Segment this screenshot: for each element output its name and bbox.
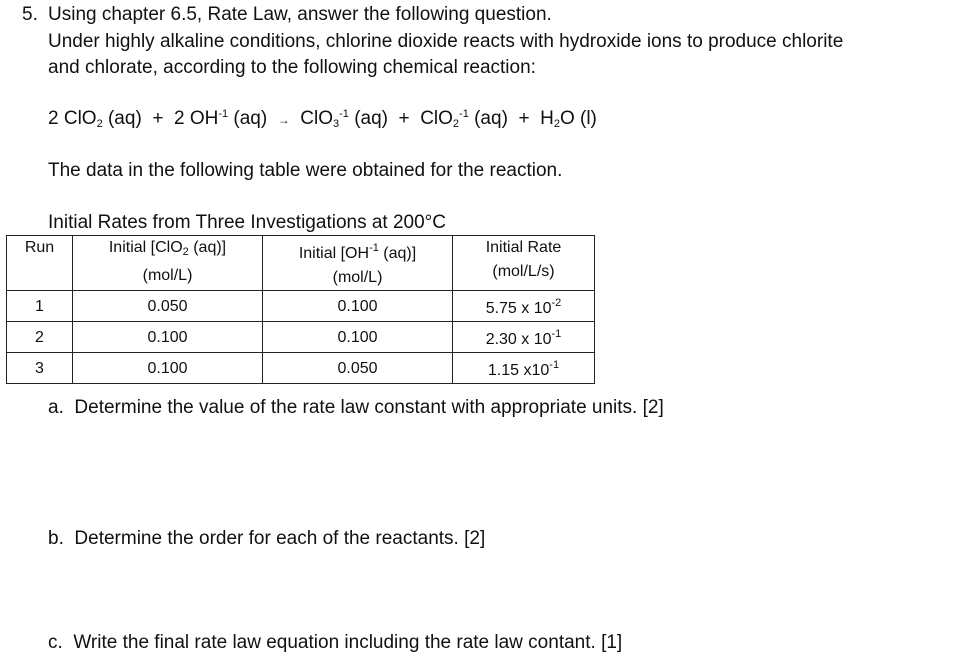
eq-text: (aq) + ClO — [348, 108, 453, 129]
rates-table — [6, 235, 595, 384]
eq-sub: 3 — [333, 118, 340, 130]
eq-text: (aq) + H — [468, 108, 554, 129]
intro-text: The data in the following table were obtained for the reaction. — [48, 160, 563, 181]
eq-sub: 2 — [96, 118, 103, 130]
table-row — [7, 291, 595, 322]
chemical-equation — [48, 108, 597, 130]
cell-rate: 1.15 $x10^{-1}$ — [453, 353, 595, 384]
part-a: a. Determine the value of the rate law constant with appropriate units. [2] — [48, 397, 664, 418]
cell-oh: 0.050 — [263, 353, 453, 384]
cell-oh: 0.100 — [263, 291, 453, 322]
eq-sub: 2 — [553, 118, 560, 130]
cell-run: 1 — [7, 291, 73, 322]
eq-sup: -1 — [339, 108, 349, 120]
cell-clo2: 0.100 — [73, 353, 263, 384]
question-number: 5. — [22, 4, 38, 25]
cell-rate: 5.75 x $10^{-2}$ — [453, 291, 595, 322]
question-line-3: and chlorate, according to the following chemical reaction: — [48, 57, 536, 78]
eq-text: 2 ClO — [48, 108, 97, 129]
part-c: c. Write the final rate law equation including the rate law contant. [1] — [48, 632, 623, 653]
question-line-1: Using chapter 6.5, Rate Law, answer the following question. — [48, 4, 552, 25]
cell-run: 3 — [7, 353, 73, 384]
cell-clo2: 0.050 — [73, 291, 263, 322]
eq-text: O (l) — [559, 108, 597, 129]
cell-oh: 0.100 — [263, 322, 453, 353]
question-line-2: Under highly alkaline conditions, chlorine dioxide reacts with hydroxide ions to produce chlorite — [48, 31, 844, 52]
table-row — [7, 353, 595, 384]
header-clo2: Initial [ClO$_2$ (aq)] (mol/L) — [73, 236, 263, 291]
cell-rate: 2.30 x $10^{-1}$ — [453, 322, 595, 353]
eq-text: (aq) + 2 OH — [102, 108, 219, 129]
header-rate: Initial Rate (mol/L/s) — [453, 236, 595, 291]
eq-sup: -1 — [459, 108, 469, 120]
eq-text: (aq) — [228, 108, 278, 129]
header-run: Run — [7, 236, 73, 291]
table-header-row — [7, 236, 595, 291]
cell-run: 2 — [7, 322, 73, 353]
header-oh: Initial [$OH^{-1}$ (aq)] (mol/L) — [263, 236, 453, 291]
eq-text: ClO — [289, 108, 334, 129]
cell-clo2: 0.100 — [73, 322, 263, 353]
eq-sub: 2 — [452, 118, 460, 130]
table-row — [7, 322, 595, 353]
part-b: b. Determine the order for each of the reactants. [2] — [48, 528, 486, 549]
eq-sup: -1 — [218, 108, 229, 120]
arrow-icon: → — [277, 113, 290, 127]
table-caption: Initial Rates from Three Investigations at 200°C — [48, 212, 446, 233]
